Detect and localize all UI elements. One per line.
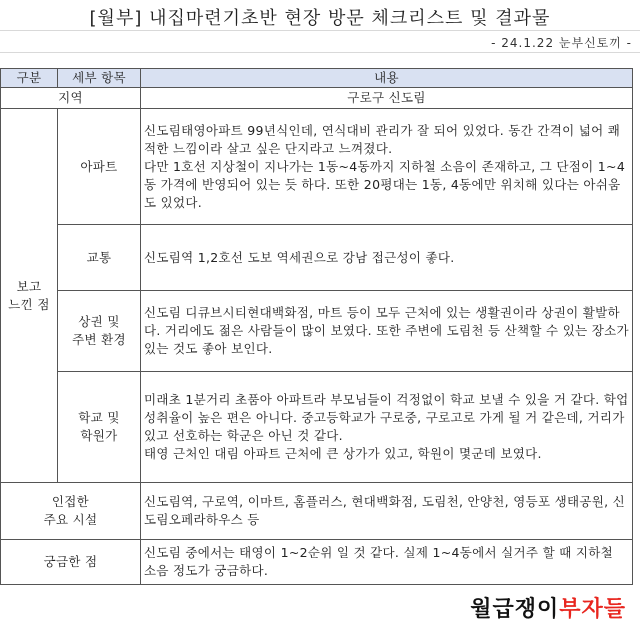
row-label: 교통 [58,225,141,291]
logo-text-main: 월급쟁이 [470,597,560,622]
table-row [1,88,633,109]
nearby-label: 인접한 주요 시설 [1,483,141,540]
col-header-detail: 세부 항목 [58,69,141,88]
date-author: - 24.1.22 눈부신토끼 - [491,36,632,50]
divider [0,30,640,31]
group-label: 보고 느낀 점 [1,109,58,483]
table-row [1,372,633,483]
question-content: 신도림 중에서는 태영이 1~2순위 일 것 같다. 실제 1~4동에서 실거주 할 때 지하철 소음 정도가 궁금하다. [141,540,633,585]
row-content: 신도림역 1,2호선 도보 역세권으로 강남 접근성이 좋다. [141,225,633,291]
nearby-content: 신도림역, 구로역, 이마트, 홈플러스, 현대백화점, 도림천, 안양천, 영등포 생태공원, 신도림오페라하우스 등 [141,483,633,540]
row-content: 미래초 1분거리 초품아 아파트라 부모님들이 걱정없이 학교 보낼 수 있을 거 같다. 학업성취율이 높은 편은 아니다. 중고등학교가 구로중, 구로고로 가게 될 거 같은데, 거리가 있고 선호하는 학군은 아닌 것 같다. 태영 근처인 대림 아파트 근처에 큰 상가가 있고, 학원이 몇군데 보였다. [141,372,633,483]
divider [0,52,640,53]
table-row [1,483,633,540]
row-label: 아파트 [58,109,141,225]
col-header-category: 구분 [1,69,58,88]
table-row [1,291,633,372]
table-header-row [1,69,633,88]
table-row [1,540,633,585]
row-content: 신도림태영아파트 99년식인데, 연식대비 관리가 잘 되어 있었다. 동간 간격이 넓어 쾌적한 느낌이라 살고 싶은 단지라고 느껴졌다. 다만 1호선 지상철이 지나가는 1동~4동까지 지하철 소음이 존재하고, 그 단점이 1~4동 가격에 반영되어 있는 듯 하다. 또한 20평대는 1동, 4동에만 위치해 있다는 아쉬움도 있었다. [141,109,633,225]
logo-text-accent: 부자들 [559,597,626,622]
question-label: 궁금한 점 [1,540,141,585]
checklist-table [0,68,633,585]
page-title: [월부] 내집마련기초반 현장 방문 체크리스트 및 결과물 [89,8,551,29]
region-value: 구로구 신도림 [141,88,633,109]
row-label: 상권 및 주변 환경 [58,291,141,372]
row-label: 학교 및 학원가 [58,372,141,483]
table-row [1,109,633,225]
col-header-content: 내용 [141,69,633,88]
region-label: 지역 [1,88,141,109]
brand-logo [470,592,626,623]
row-content: 신도림 디큐브시티현대백화점, 마트 등이 모두 근처에 있는 생활권이라 상권이 활발하다. 거리에도 젊은 사람들이 많이 보였다. 또한 주변에 도림천 등 산책할 수 있는 장소가 있는 것도 좋아 보인다. [141,291,633,372]
table-row [1,225,633,291]
